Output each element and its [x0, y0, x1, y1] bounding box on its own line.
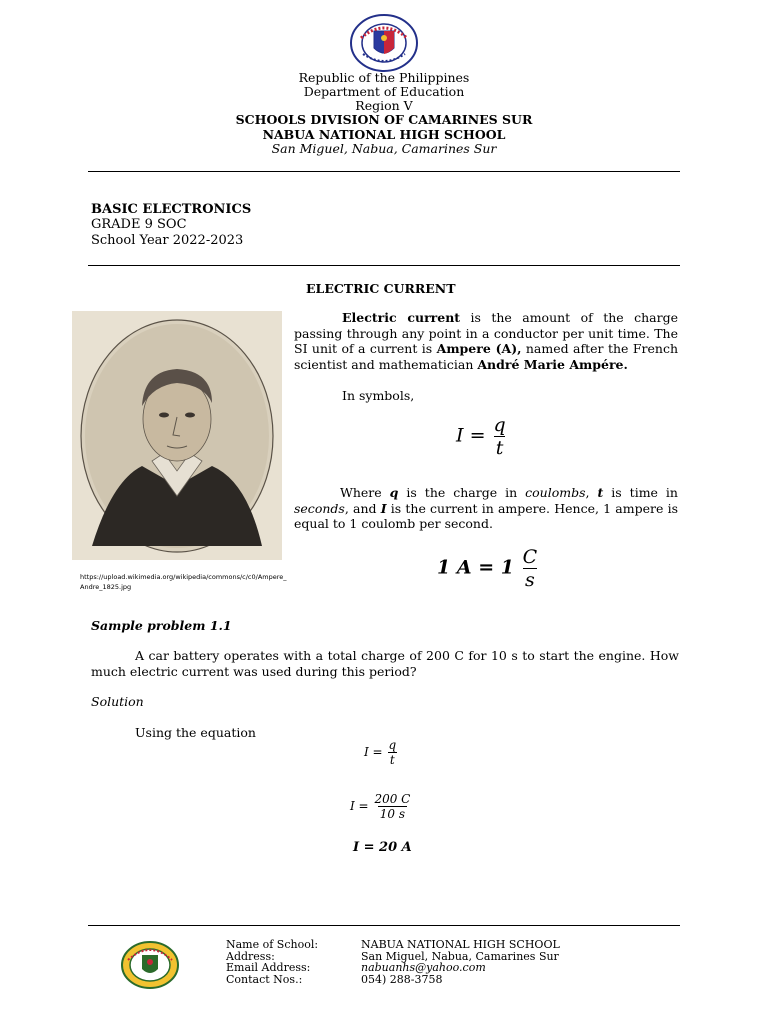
term-electric-current: Electric current — [342, 310, 461, 325]
course-school-year: School Year 2022-2023 — [91, 233, 244, 248]
section-title: ELECTRIC CURRENT — [306, 281, 456, 296]
footer-value-school: NABUA NATIONAL HIGH SCHOOL — [361, 938, 560, 951]
current-formula: I = $\frac{q}{t}$ — [456, 414, 506, 459]
header-school-name: NABUA NATIONAL HIGH SCHOOL — [262, 127, 506, 142]
footer-label-school: Name of School: — [226, 938, 319, 951]
image-caption-url: https://upload.wikimedia.org/wikipedia/commons/c/c0/Ampere_Andre_1825.jpg — [80, 573, 287, 591]
header-republic: Republic of the Philippines — [298, 70, 470, 85]
ampere-definition-formula: 1 A = 1 $\frac{C}{s}$ — [437, 546, 538, 591]
sample-problem-title: Sample problem 1.1 — [91, 618, 232, 633]
solution-label: Solution — [91, 694, 144, 709]
course-divider — [88, 265, 680, 266]
sample-problem-text: A car battery operates with a total charge of 200 C for 10 s to start the engine. How much electric current was used during this period? — [91, 648, 679, 679]
footer-value-contact: 054) 288-3758 — [361, 972, 443, 986]
course-grade: GRADE 9 SOC — [91, 217, 187, 232]
footer-divider — [88, 925, 680, 926]
deped-seal-logo — [349, 14, 419, 72]
footer-value-email[interactable]: nabuanhs@yahoo.com — [361, 961, 486, 974]
footer-label-address: Address: — [226, 949, 275, 963]
unit-ampere: Ampere (A), — [436, 341, 522, 356]
header-school-address: San Miguel, Nabua, Camarines Sur — [271, 141, 497, 156]
where-paragraph: Where q is the charge in coulombs, t is time in seconds, and I is the current in ampere. Hence, 1 ampere is equal to 1 coulomb per second. — [294, 485, 678, 531]
course-subject: BASIC ELECTRONICS — [91, 202, 252, 217]
intro-paragraph: Electric current is the amount of the charge passing through any point in a conductor per unit time. The SI unit of a current is Ampere (A), named after the French scientist and mathematician André Marie Ampére. — [294, 310, 678, 372]
header-department: Department of Education — [303, 84, 465, 99]
footer-label-email: Email Address: — [226, 961, 311, 974]
footer-label-contact: Contact Nos.: — [226, 972, 303, 986]
using-equation-text: Using the equation — [135, 725, 256, 740]
solution-step-1: I = $\frac{q}{t}$ — [364, 738, 397, 767]
header-divider — [88, 171, 680, 172]
ampere-portrait-image — [72, 311, 282, 560]
solution-step-2: I = $\frac{200 C}{10 s}$ — [350, 792, 411, 821]
in-symbols-text: In symbols, — [342, 388, 415, 403]
footer-value-address: San Miguel, Nabua, Camarines Sur — [361, 949, 559, 963]
scientist-name: André Marie Ampére. — [477, 356, 628, 372]
school-seal-logo — [120, 940, 180, 990]
header-division: SCHOOLS DIVISION OF CAMARINES SUR — [235, 112, 533, 127]
solution-answer: I = 20 A — [353, 840, 412, 855]
header-region: Region V — [355, 98, 413, 113]
